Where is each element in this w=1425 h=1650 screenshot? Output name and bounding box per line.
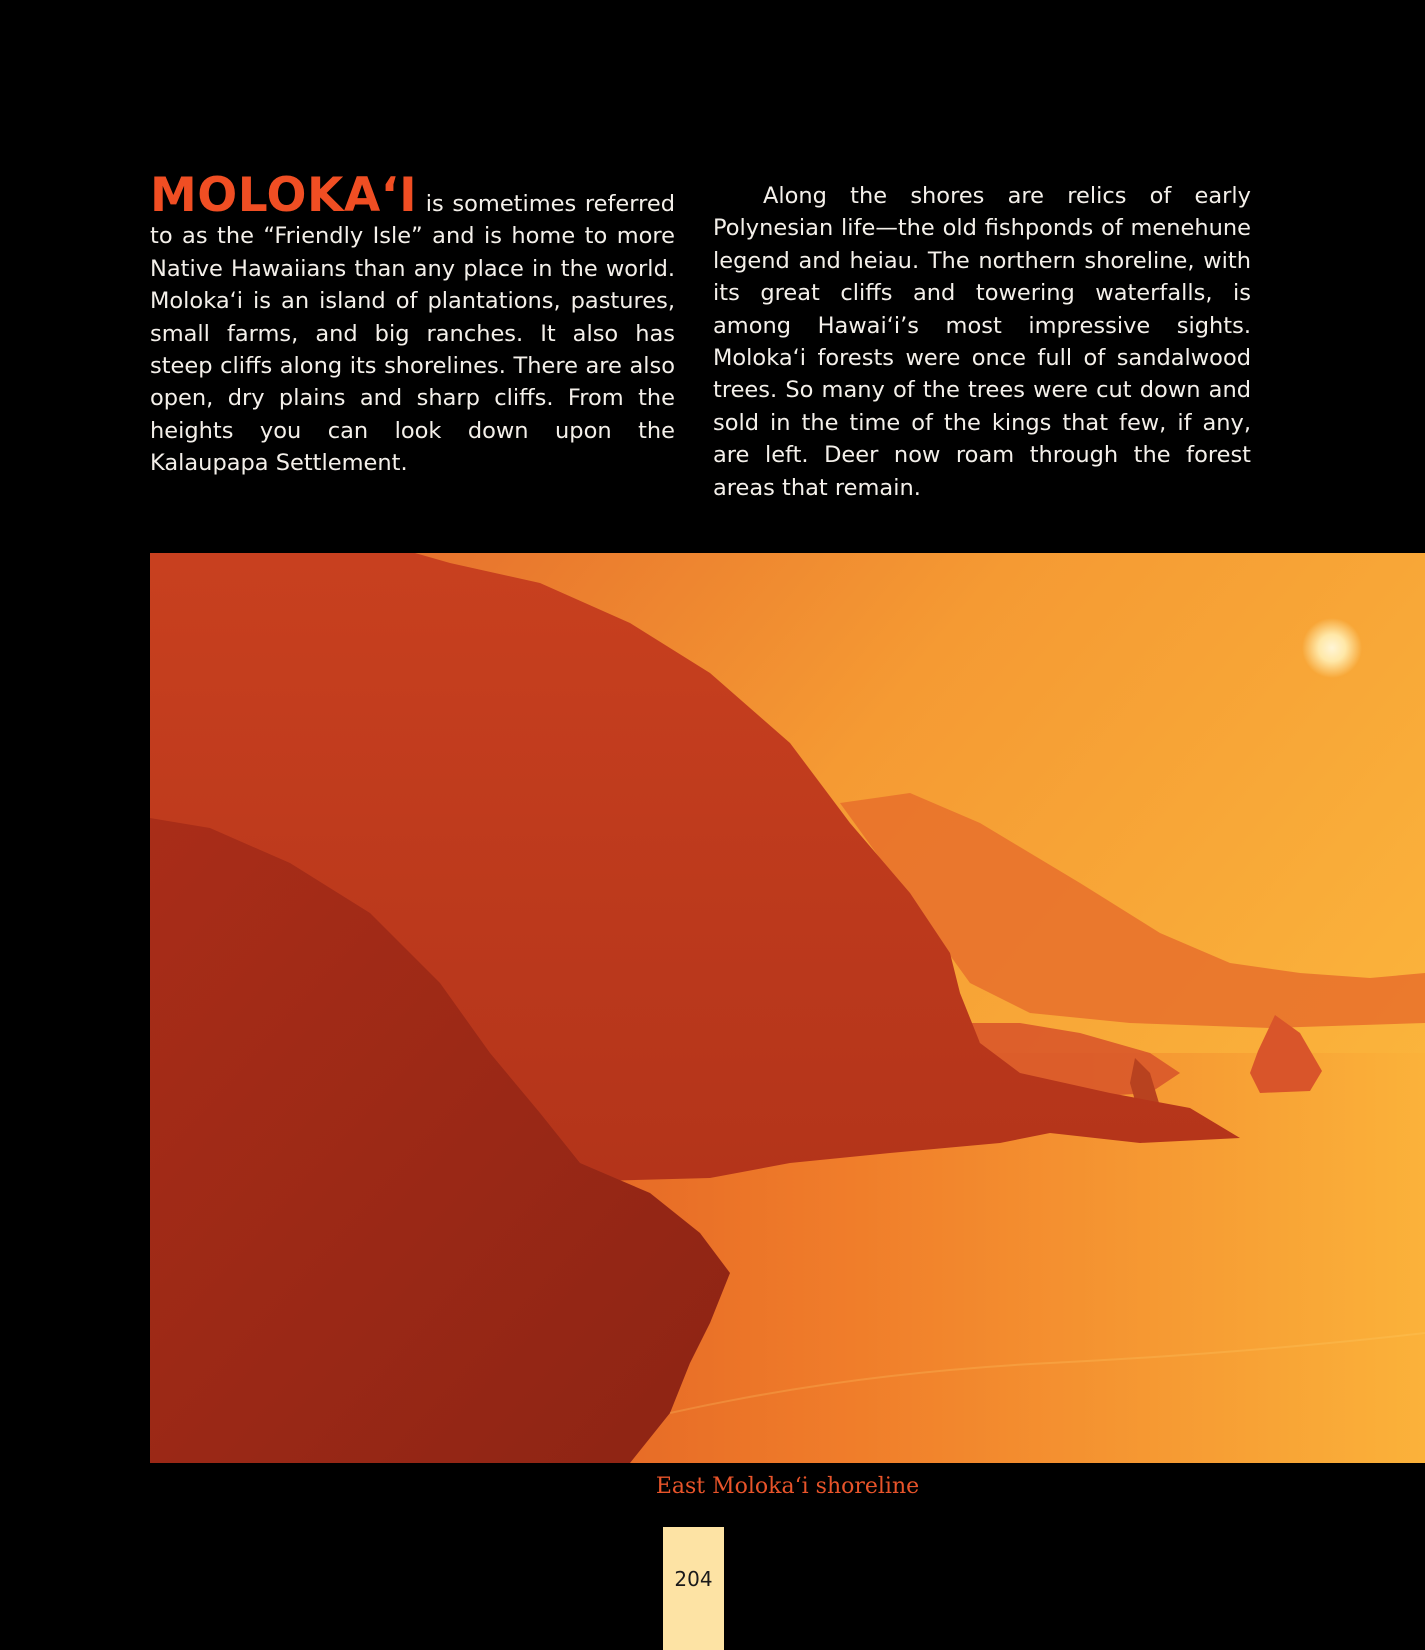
left-column-text: is sometimes referred to as the “Friendly Isle” and is home to more Native Hawaiians than any place in the world. Moloka‘i is an island of plantations, pastures, small farms, and big ranches. It also has steep cliffs along its shorelines. There are also open, dry plains and sharp cliffs. From the heights you can look down upon the Kalaupapa Settlement. [150, 191, 675, 477]
right-column [713, 180, 1251, 504]
page-number: 204 [674, 1567, 713, 1591]
page-number-tab [663, 1527, 724, 1650]
left-column [150, 168, 675, 480]
shoreline-illustration [150, 553, 1425, 1463]
right-column-text: Along the shores are relics of early Polynesian life—the old fishponds of menehune legend and heiau. The northern shoreline, with its great cliffs and towering waterfalls, is among Hawai‘i’s most impressive sights. Moloka‘i forests were once full of sandalwood trees. So many of the trees were cut down and sold in the time of the kings that few, if any, are left. Deer now roam through the forest areas that remain. [713, 183, 1251, 501]
sun [1302, 618, 1362, 678]
photo-caption: East Moloka‘i shoreline [655, 1474, 920, 1499]
article-headline: MOLOKA‘I [150, 168, 418, 223]
shoreline-photo [150, 553, 1425, 1463]
